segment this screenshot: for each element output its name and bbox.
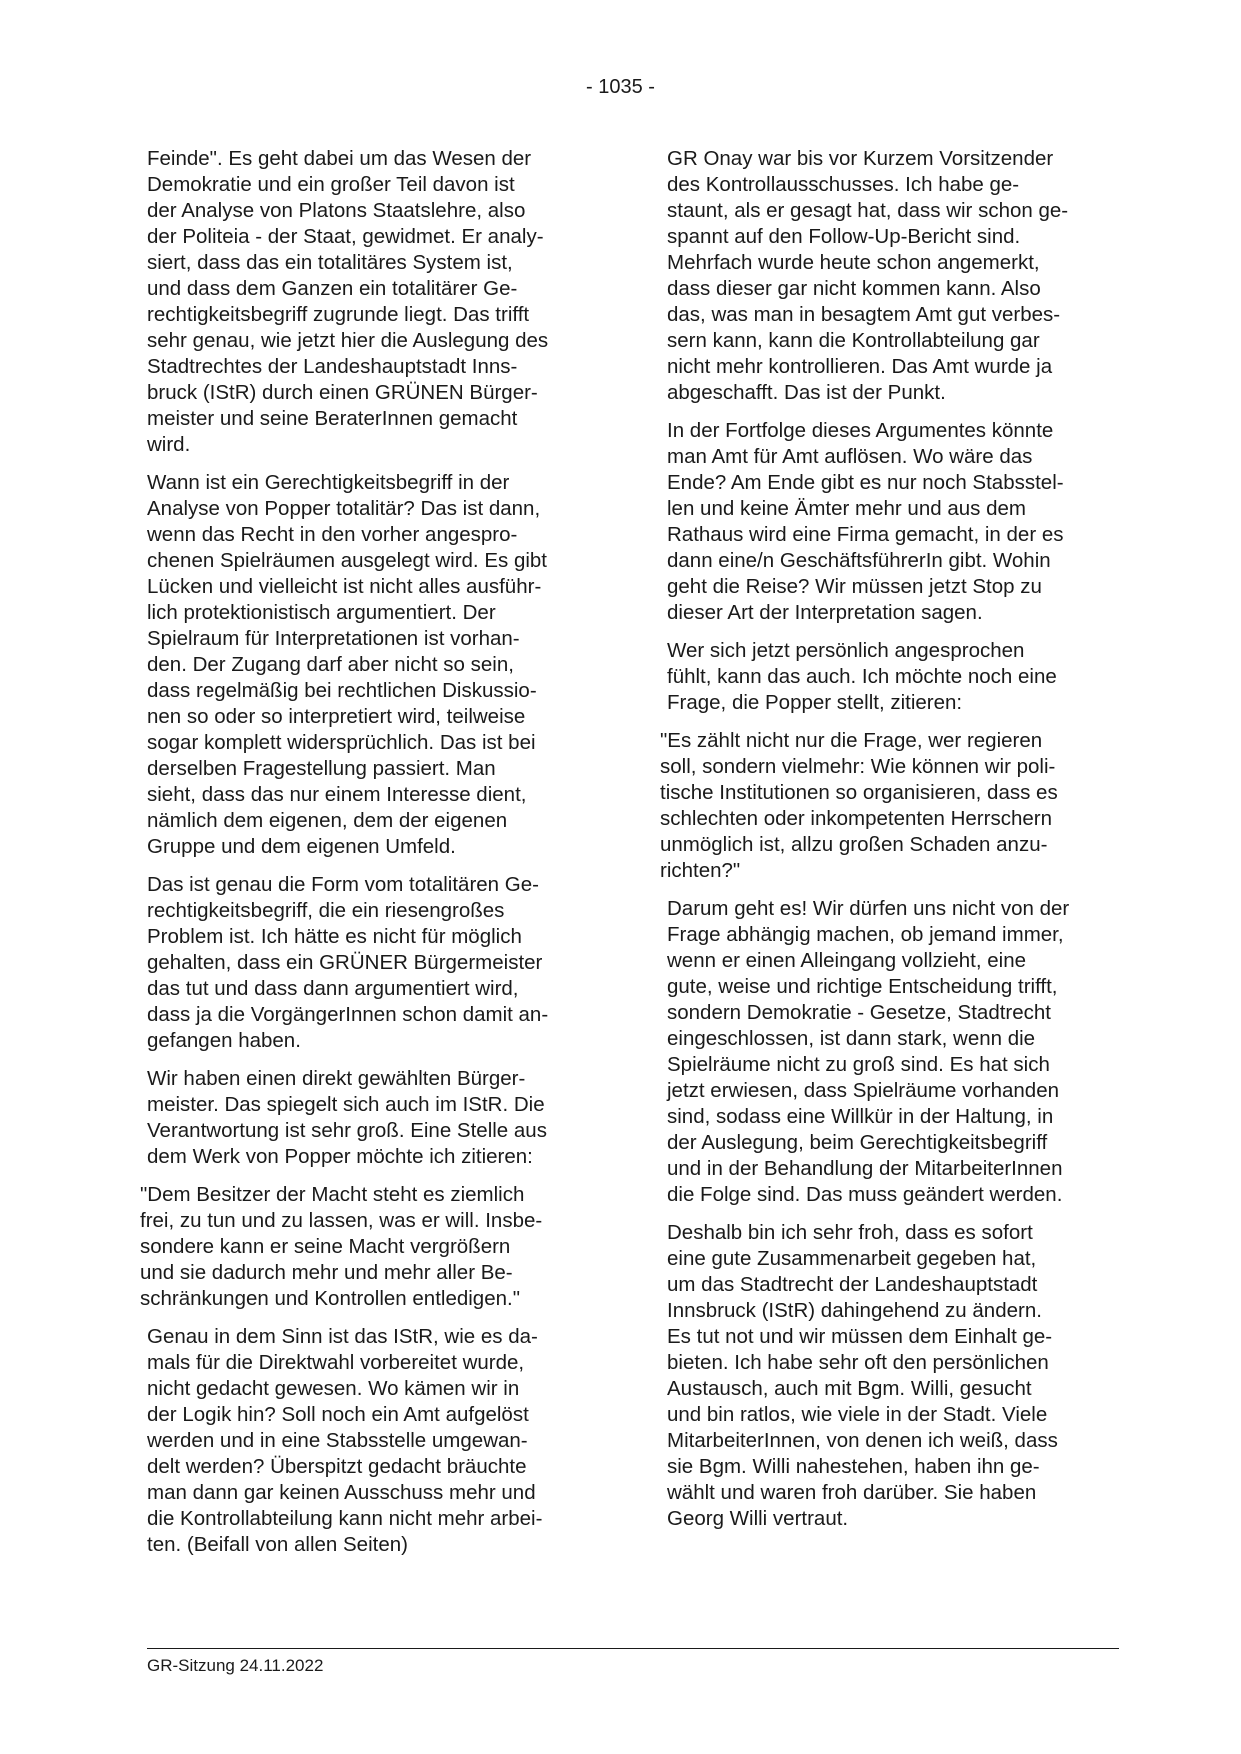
text-line: "Dem Besitzer der Macht steht es ziemlich bbox=[140, 1183, 525, 1206]
quote-paragraph bbox=[140, 1182, 607, 1312]
text-line: sehr genau, wie jetzt hier die Auslegung des bbox=[147, 329, 549, 352]
text-line: eine gute Zusammenarbeit gegeben hat, bbox=[667, 1247, 1037, 1270]
text-line: der Politeia - der Staat, gewidmet. Er analy- bbox=[147, 225, 544, 248]
text-line: Mehrfach wurde heute schon angemerkt, bbox=[667, 251, 1040, 274]
text-line: das tut und dass dann argumentiert wird, bbox=[147, 977, 519, 1000]
left-column bbox=[140, 146, 607, 1570]
text-line: geht die Reise? Wir müssen jetzt Stop zu bbox=[667, 575, 1042, 598]
text-line: fühlt, kann das auch. Ich möchte noch eine bbox=[667, 665, 1057, 688]
footer-divider bbox=[147, 1648, 1119, 1649]
text-line: Stadtrechtes der Landeshauptstadt Inns- bbox=[147, 355, 518, 378]
text-line: sind, sodass eine Willkür in der Haltung, in bbox=[667, 1105, 1054, 1128]
text-line: Georg Willi vertraut. bbox=[667, 1507, 849, 1530]
text-line: Demokratie und ein großer Teil davon ist bbox=[147, 173, 515, 196]
quote-paragraph bbox=[660, 728, 1127, 884]
text-line: Wir haben einen direkt gewählten Bürger- bbox=[147, 1067, 526, 1090]
text-line: wählt und waren froh darüber. Sie haben bbox=[667, 1481, 1037, 1504]
text-line: dem Werk von Popper möchte ich zitieren: bbox=[147, 1145, 533, 1168]
right-column bbox=[660, 146, 1127, 1544]
text-line: dass dieser gar nicht kommen kann. Also bbox=[667, 277, 1041, 300]
text-line: man Amt für Amt auflösen. Wo wäre das bbox=[667, 445, 1033, 468]
text-line: schränkungen und Kontrollen entledigen." bbox=[140, 1287, 520, 1310]
paragraph bbox=[147, 1066, 607, 1170]
text-line: eingeschlossen, ist dann stark, wenn die bbox=[667, 1027, 1036, 1050]
page-number: - 1035 - bbox=[586, 76, 655, 98]
text-line: Frage abhängig machen, ob jemand immer, bbox=[667, 923, 1064, 946]
paragraph bbox=[667, 1220, 1127, 1532]
text-line: den. Der Zugang darf aber nicht so sein, bbox=[147, 653, 514, 676]
text-line: Es tut not und wir müssen dem Einhalt ge- bbox=[667, 1325, 1053, 1348]
text-line: spannt auf den Follow-Up-Bericht sind. bbox=[667, 225, 1021, 248]
text-line: wenn er einen Alleingang vollzieht, eine bbox=[667, 949, 1027, 972]
text-line: Das ist genau die Form vom totalitären Ge- bbox=[147, 873, 539, 896]
text-line: Gruppe und dem eigenen Umfeld. bbox=[147, 835, 456, 858]
text-line: und dass dem Ganzen ein totalitärer Ge- bbox=[147, 277, 518, 300]
text-line: Verantwortung ist sehr groß. Eine Stelle aus bbox=[147, 1119, 547, 1142]
text-line: MitarbeiterInnen, von denen ich weiß, dass bbox=[667, 1429, 1058, 1452]
text-line: frei, zu tun und zu lassen, was er will. Insbe- bbox=[140, 1209, 543, 1232]
text-line: dass regelmäßig bei rechtlichen Diskussio- bbox=[147, 679, 537, 702]
text-line: siert, dass das ein totalitäres System ist, bbox=[147, 251, 513, 274]
footer-session-date: GR-Sitzung 24.11.2022 bbox=[147, 1656, 324, 1675]
text-line: schlechten oder inkompetenten Herrschern bbox=[660, 807, 1052, 830]
text-line: meister und seine BeraterInnen gemacht bbox=[147, 407, 518, 430]
text-line: Ende? Am Ende gibt es nur noch Stabsstel- bbox=[667, 471, 1064, 494]
text-line: soll, sondern vielmehr: Wie können wir poli- bbox=[660, 755, 1056, 778]
text-line: In der Fortfolge dieses Argumentes könnte bbox=[667, 419, 1054, 442]
text-line: Problem ist. Ich hätte es nicht für möglich bbox=[147, 925, 522, 948]
text-line: Deshalb bin ich sehr froh, dass es sofort bbox=[667, 1221, 1033, 1244]
text-line: dann eine/n GeschäftsführerIn gibt. Wohin bbox=[667, 549, 1051, 572]
text-line: Spielraum für Interpretationen ist vorhan- bbox=[147, 627, 520, 650]
text-line: der Auslegung, beim Gerechtigkeitsbegriff bbox=[667, 1131, 1048, 1154]
text-line: Darum geht es! Wir dürfen uns nicht von der bbox=[667, 897, 1070, 920]
paragraph bbox=[667, 896, 1127, 1208]
text-line: wenn das Recht in den vorher angespro- bbox=[147, 523, 518, 546]
paragraph bbox=[667, 146, 1127, 406]
text-line: dieser Art der Interpretation sagen. bbox=[667, 601, 983, 624]
text-line: unmöglich ist, allzu großen Schaden anzu- bbox=[660, 833, 1048, 856]
text-line: jetzt erwiesen, dass Spielräume vorhanden bbox=[667, 1079, 1059, 1102]
text-line: nicht mehr kontrollieren. Das Amt wurde ja bbox=[667, 355, 1053, 378]
text-line: Spielräume nicht zu groß sind. Es hat sich bbox=[667, 1053, 1050, 1076]
text-line: werden und in eine Stabsstelle umgewan- bbox=[147, 1429, 528, 1452]
text-line: Lücken und vielleicht ist nicht alles ausführ- bbox=[147, 575, 542, 598]
text-line: nen so oder so interpretiert wird, teilweise bbox=[147, 705, 526, 728]
text-line: GR Onay war bis vor Kurzem Vorsitzender bbox=[667, 147, 1054, 170]
text-line: nicht gedacht gewesen. Wo kämen wir in bbox=[147, 1377, 520, 1400]
text-line: dass ja die VorgängerInnen schon damit an- bbox=[147, 1003, 549, 1026]
text-line: derselben Fragestellung passiert. Man bbox=[147, 757, 496, 780]
text-line: sieht, dass das nur einem Interesse dient, bbox=[147, 783, 527, 806]
text-line: sern kann, kann die Kontrollabteilung gar bbox=[667, 329, 1040, 352]
text-line: sogar komplett widersprüchlich. Das ist bei bbox=[147, 731, 536, 754]
text-line: Rathaus wird eine Firma gemacht, in der es bbox=[667, 523, 1064, 546]
text-line: rechtigkeitsbegriff, die ein riesengroßes bbox=[147, 899, 505, 922]
paragraph bbox=[147, 146, 607, 458]
text-line: Frage, die Popper stellt, zitieren: bbox=[667, 691, 963, 714]
text-line: Feinde". Es geht dabei um das Wesen der bbox=[147, 147, 532, 170]
text-line: Wann ist ein Gerechtigkeitsbegriff in der bbox=[147, 471, 510, 494]
text-line: das, was man in besagtem Amt gut verbes- bbox=[667, 303, 1061, 326]
paragraph bbox=[147, 872, 607, 1054]
text-line: der Logik hin? Soll noch ein Amt aufgelöst bbox=[147, 1403, 529, 1426]
text-line: bieten. Ich habe sehr oft den persönlichen bbox=[667, 1351, 1049, 1374]
text-line: len und keine Ämter mehr und aus dem bbox=[667, 497, 1026, 520]
text-line: Wer sich jetzt persönlich angesprochen bbox=[667, 639, 1025, 662]
text-line: gefangen haben. bbox=[147, 1029, 301, 1052]
text-line: gehalten, dass ein GRÜNER Bürgermeister bbox=[147, 951, 543, 974]
text-line: um das Stadtrecht der Landeshauptstadt bbox=[667, 1273, 1038, 1296]
text-line: abgeschafft. Das ist der Punkt. bbox=[667, 381, 946, 404]
text-line: nämlich dem eigenen, dem der eigenen bbox=[147, 809, 508, 832]
text-line: des Kontrollausschusses. Ich habe ge- bbox=[667, 173, 1020, 196]
paragraph bbox=[667, 638, 1127, 716]
text-line: delt werden? Überspitzt gedacht bräuchte bbox=[147, 1455, 527, 1478]
text-line: Genau in dem Sinn ist das IStR, wie es da- bbox=[147, 1325, 538, 1348]
text-line: sondere kann er seine Macht vergrößern bbox=[140, 1235, 511, 1258]
text-line: "Es zählt nicht nur die Frage, wer regieren bbox=[660, 729, 1043, 752]
text-line: ten. (Beifall von allen Seiten) bbox=[147, 1533, 408, 1556]
text-line: wird. bbox=[147, 433, 191, 456]
text-line: sie Bgm. Willi nahestehen, haben ihn ge- bbox=[667, 1455, 1040, 1478]
text-line: rechtigkeitsbegriff zugrunde liegt. Das trifft bbox=[147, 303, 530, 326]
paragraph bbox=[147, 470, 607, 860]
paragraph bbox=[667, 418, 1127, 626]
text-line: die Folge sind. Das muss geändert werden. bbox=[667, 1183, 1063, 1206]
text-line: die Kontrollabteilung kann nicht mehr arbei- bbox=[147, 1507, 543, 1530]
text-line: bruck (IStR) durch einen GRÜNEN Bürger- bbox=[147, 381, 538, 404]
text-line: richten?" bbox=[660, 859, 741, 882]
text-line: und sie dadurch mehr und mehr aller Be- bbox=[140, 1261, 513, 1284]
text-line: chenen Spielräumen ausgelegt wird. Es gibt bbox=[147, 549, 547, 572]
text-line: der Analyse von Platons Staatslehre, also bbox=[147, 199, 526, 222]
text-line: und in der Behandlung der MitarbeiterInnen bbox=[667, 1157, 1063, 1180]
text-line: man dann gar keinen Ausschuss mehr und bbox=[147, 1481, 536, 1504]
text-line: staunt, als er gesagt hat, dass wir schon ge- bbox=[667, 199, 1069, 222]
paragraph bbox=[147, 1324, 607, 1558]
text-line: Analyse von Popper totalitär? Das ist dann, bbox=[147, 497, 541, 520]
text-line: tische Institutionen so organisieren, dass es bbox=[660, 781, 1058, 804]
text-line: gute, weise und richtige Entscheidung trifft, bbox=[667, 975, 1058, 998]
text-line: mals für die Direktwahl vorbereitet wurde, bbox=[147, 1351, 525, 1374]
text-line: Innsbruck (IStR) dahingehend zu ändern. bbox=[667, 1299, 1042, 1322]
text-line: sondern Demokratie - Gesetze, Stadtrecht bbox=[667, 1001, 1051, 1024]
text-line: lich protektionistisch argumentiert. Der bbox=[147, 601, 496, 624]
text-line: und bin ratlos, wie viele in der Stadt. Viele bbox=[667, 1403, 1048, 1426]
text-line: meister. Das spiegelt sich auch im IStR. Die bbox=[147, 1093, 545, 1116]
text-line: Austausch, auch mit Bgm. Willi, gesucht bbox=[667, 1377, 1032, 1400]
